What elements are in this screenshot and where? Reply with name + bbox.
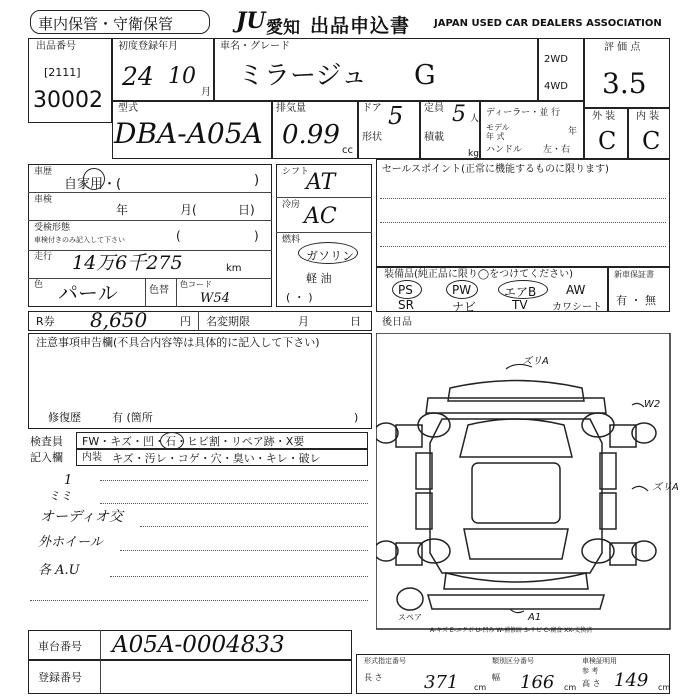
class-label-2: 幅 <box>492 673 500 682</box>
grade: G <box>414 60 436 91</box>
drive-2wd: 2WD <box>544 54 568 65</box>
equip-item-aw: AW <box>566 283 586 297</box>
sales-line-1 <box>380 198 666 199</box>
inspector-label-1: 検査員 <box>30 435 63 448</box>
mileage-unit: km <box>226 263 242 274</box>
recycle-divider <box>198 311 199 331</box>
note-line-5: 各 A.U <box>38 563 80 578</box>
specs-rule-2 <box>276 232 372 233</box>
width-unit: cm <box>564 683 577 692</box>
equip-item-airbag: エアB <box>504 285 537 299</box>
height: 149 <box>614 670 649 691</box>
uke-close: ) <box>254 229 259 243</box>
uke-label: 受検形態 <box>34 223 71 233</box>
color-divider-2 <box>176 278 177 307</box>
inspect-year: 年 <box>116 203 129 217</box>
name-change-label: 名変期限 <box>206 315 250 328</box>
height-label: 高 さ <box>582 679 601 688</box>
model-code: DBA-A05A <box>114 117 263 150</box>
sales-box <box>376 159 670 267</box>
displacement: 0.99 <box>282 120 340 150</box>
color-divider-1 <box>145 278 146 307</box>
door-label: ドア <box>362 103 382 114</box>
repair-value: 有 (箇所 <box>112 411 153 424</box>
inspect-label: 車検 <box>34 195 53 205</box>
int-label: 内 装 <box>636 111 660 122</box>
history-option-circle <box>83 168 105 190</box>
fuel-other: ( ・ ) <box>286 291 313 304</box>
fuel-options: ガソリン <box>306 249 355 263</box>
car-damage-diagram <box>376 333 676 633</box>
storage-label: 車内保管・守衛保管 <box>38 15 174 33</box>
disp-unit: cc <box>342 145 353 156</box>
class-label-1: 類別区分番号 <box>492 657 534 665</box>
inspector-line-2-label: 内装 <box>82 452 102 463</box>
inspector-line-1: FW・キズ・凹・石・ヒビ割・リペア跡・X要 <box>82 435 305 448</box>
history-rule-3 <box>28 250 272 251</box>
reg-month: 10 <box>168 64 196 89</box>
guide-line-6 <box>30 600 368 601</box>
sales-line-2 <box>380 222 666 223</box>
car-name: ミラージュ <box>238 61 367 91</box>
history-rule-1 <box>28 192 272 193</box>
equip-item-sr: SR <box>398 298 414 312</box>
later-title: 後日品 <box>382 317 412 328</box>
inspector-circle-dent <box>160 432 184 450</box>
spare-label: スペア <box>398 613 422 622</box>
load-label: 積載 <box>424 132 444 143</box>
reg-year: 24 <box>122 62 154 91</box>
equip-title: 装備品(純正品に限り◯をつけてください) <box>384 269 573 280</box>
uke-sub: 車検付きのみ記入して下さい <box>34 236 125 244</box>
history-options: 自家用・( <box>64 177 122 192</box>
score-label: 評 価 点 <box>604 42 641 53</box>
model-year-label-2: 年 式 <box>486 132 505 141</box>
equip-item-pw: PW <box>452 283 472 297</box>
equip-item-tv: TV <box>512 298 528 312</box>
note-line-3: オーディオ交 <box>40 509 123 525</box>
load-unit: kg <box>468 149 479 159</box>
document-title: 出品申込書 <box>310 15 411 37</box>
repair-label: 修復歴 <box>48 411 81 424</box>
score: 3.5 <box>602 67 647 100</box>
name-change-day: 日 <box>350 315 361 328</box>
cap-unit: 人 <box>470 114 480 124</box>
cert-label-1: 車検証明用 <box>582 657 617 665</box>
logo-text: 愛知 <box>266 18 300 38</box>
dealer-label: ディーラー・並 行 <box>486 108 561 118</box>
color-label: 色 <box>34 280 44 290</box>
ac: AC <box>304 204 337 229</box>
lot-code: [2111] <box>44 66 81 79</box>
recycle-box <box>28 308 372 332</box>
shift-label: シフト <box>282 167 310 177</box>
equip-item-seat: カワシート <box>552 302 602 313</box>
ju-logo: JU <box>236 8 266 34</box>
recycle-label: R券 <box>36 315 55 328</box>
height-unit: cm <box>658 683 671 692</box>
guide-line-2 <box>100 503 368 504</box>
reg-month-unit: 月 <box>201 87 211 98</box>
note-line-2: ミミ <box>48 489 73 503</box>
damage-legend: A-キズ E-エクボ U-凹み W-補修跡 S-サビ C-腐食 XX-交換済 <box>430 627 593 634</box>
shape-label: 形状 <box>362 132 382 143</box>
inspector-label-2: 記入欄 <box>30 451 63 464</box>
form-label-1: 形式指定番号 <box>364 657 406 665</box>
color-swap-label: 色替 <box>149 285 169 296</box>
handle-label: ハンドル <box>486 145 523 155</box>
chassis-number: A05A-0004833 <box>112 632 285 658</box>
name-change-month: 月 <box>298 315 309 328</box>
sales-line-3 <box>380 246 666 247</box>
equip-item-navi: ナビ <box>452 300 477 314</box>
note-line-1: 1 <box>64 473 73 488</box>
mileage-label: 走行 <box>34 252 53 262</box>
color-value: パール <box>58 281 118 305</box>
airbag-circle <box>498 280 548 299</box>
mileage: 14万6千275 <box>72 252 183 274</box>
guide-line-4 <box>120 550 368 551</box>
fuel-circle <box>298 242 358 264</box>
guide-line-5 <box>110 576 368 577</box>
equip-item-ps: PS <box>398 283 413 297</box>
recycle-amount: 8,650 <box>90 308 148 332</box>
model-year-label-1: モデル <box>486 123 510 132</box>
reg-label: 初度登録年月 <box>118 41 178 52</box>
reg-number-label: 登録番号 <box>38 671 82 684</box>
inspect-day: 日) <box>238 203 255 217</box>
association-name: JAPAN USED CAR DEALERS ASSOCIATION <box>434 18 662 29</box>
width: 166 <box>520 672 555 693</box>
capacity: 5 <box>452 102 466 127</box>
year-unit: 年 <box>568 127 578 137</box>
diagram-label-w2: W2 <box>644 399 661 410</box>
handle-value: 左・右 <box>543 145 571 155</box>
chassis-label: 車台番号 <box>38 640 82 653</box>
cap-label: 定員 <box>424 103 444 114</box>
ext-grade: C <box>598 127 617 155</box>
lot-number: 30002 <box>33 88 103 113</box>
form-label-2: 長 さ <box>364 673 383 682</box>
color-code: W54 <box>200 291 230 306</box>
drive-4wd: 4WD <box>544 81 568 92</box>
recycle-unit: 円 <box>180 315 191 328</box>
specs-rule-1 <box>276 197 372 198</box>
shift: AT <box>306 170 336 195</box>
repair-close: ) <box>354 411 359 424</box>
sales-title: セールスポイント(正常に機能するものに限ります) <box>382 164 609 175</box>
inspect-month: 月( <box>180 203 197 217</box>
guide-line-1 <box>100 480 368 481</box>
name-label: 車名・グレード <box>220 41 290 52</box>
disp-label: 排気量 <box>276 103 306 114</box>
ps-circle <box>392 280 422 299</box>
ext-label: 外 装 <box>592 111 616 122</box>
history-close: ) <box>254 173 260 188</box>
note-line-4: 外ホイール <box>38 535 103 550</box>
ac-label: 冷房 <box>282 200 301 210</box>
lot-label: 出品番号 <box>36 41 76 52</box>
fuel-label: 燃料 <box>282 235 301 245</box>
history-label: 車歴 <box>34 167 53 177</box>
fuel-diesel: 軽 油 <box>306 272 332 285</box>
guide-line-3 <box>140 526 368 527</box>
cert-label-2: 参 考 <box>582 667 599 675</box>
warranty-title: 新車保証書 <box>614 270 654 279</box>
ext-int-divider <box>627 108 629 159</box>
uke-open: ( <box>176 229 181 243</box>
diagram-label-top: ズリA <box>522 356 549 367</box>
color-code-label: 色コード <box>180 280 212 289</box>
diagram-label-side: ズリA <box>652 482 679 493</box>
model-label: 型式 <box>118 103 138 114</box>
doors: 5 <box>388 102 404 130</box>
int-grade: C <box>642 127 661 155</box>
length: 371 <box>424 672 459 693</box>
length-unit: cm <box>474 683 487 692</box>
history-rule-4 <box>28 278 272 279</box>
history-rule-2 <box>28 220 272 221</box>
pw-circle <box>446 280 478 299</box>
warranty-options: 有 ・ 無 <box>616 294 656 307</box>
inspector-line-2: キズ・汚レ・コゲ・穴・臭い・キレ・破レ <box>112 452 321 465</box>
notes-title: 注意事項申告欄(不具合内容等は具体的に記入して下さい) <box>36 336 320 349</box>
diagram-label-bottom: A1 <box>528 612 542 623</box>
